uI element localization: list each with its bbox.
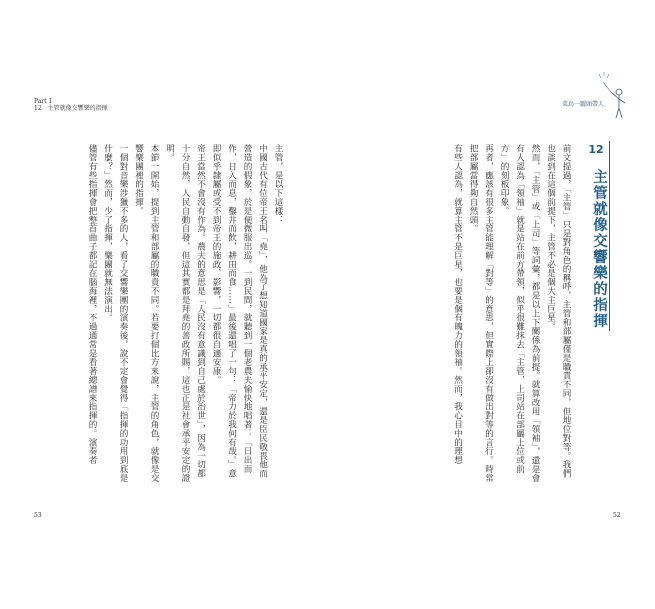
paragraph: 再者，應該有很多主管能理解「對等」的意思，但實際上卻沒有做出對等的言行。時常把部屬當得夠自然頭。 [468, 144, 494, 483]
page-number-left: 53 [34, 512, 42, 519]
running-header-chapter: 12 主管就像交響樂的指揮 [34, 105, 108, 112]
chapter-heading [585, 141, 625, 341]
paragraph: 一個對音樂涉獵不多的人，看了交響樂團的演奏後，說不定會覺得「指揮的功用到底是什麼？」然而，少了指揮，樂團就無法演出。 [102, 144, 128, 483]
page-number-right: 52 [613, 512, 621, 519]
left-page [0, 0, 327, 609]
right-body-text [373, 144, 573, 484]
right-page [327, 0, 655, 609]
chapter-number: 12 [588, 143, 604, 156]
paragraph: 中國古代有位帝王名叫「堯」，他為了想知道國家是真的承平安定，還是臣民敬畏他而營造的假象，於是便微服出巡。一到民間，就聽到一個老農夫愉快地唱著：「日出而作，日入而息，鑿井而飲，耕田而食……」最後還唱了一句：「帝力於我何有哉。」意即似乎隸屬或受不到帝王的施政、影響，一切都很自適安康。 [211, 144, 268, 478]
paragraph: 然而，「主管」或「上司」等詞彙，都是以上下關係為前提。就算改用「領袖」，還是會有人認為「領袖」就是站在前方帶領，似乎很難抹去「主管，上司站在部屬上位或前方」的刻板印象。 [499, 144, 540, 483]
paragraph: 儘管有些指揮會把整首曲子都記在腦海裡，不過通常是看著總譜來指揮的。演奏者 [87, 144, 97, 465]
running-header-book-title: 菜鳥一躍頭帶人 [562, 101, 605, 108]
left-body-text [23, 144, 285, 484]
paragraph: 帝王當然不會沒有作為。農夫的意思是「人民沒有意識到自己處於治世」，因為一切都十分自然，人民自動自發，但這其實都是拜堯的善政所賜，這也正是社會承平安定的證明。 [164, 144, 206, 483]
paragraph: 主管，是以下這樣： [273, 144, 283, 225]
chapter-title: 主管就像交響樂的指揮 [591, 169, 607, 329]
running-header-part: Part 1 [34, 98, 53, 105]
paragraph: 有些人認為，就算主管不是巨星，也要是個有魄力的領袖。然而，我心目中的理想 [452, 144, 463, 465]
paragraph: 本節一開始，提到主管和部屬的職責不同。若要打個比方來說，主管的角色，就像是交響樂團裡的指揮。 [133, 144, 159, 483]
conductor-illustration-icon [595, 62, 631, 122]
paragraph: 前文提過，「主管」只是對角色的稱呼，主管和部屬僅是職責不同，但地位對等。我們也談到在這個前提下，主管不必是個大主巨星。 [545, 144, 571, 478]
